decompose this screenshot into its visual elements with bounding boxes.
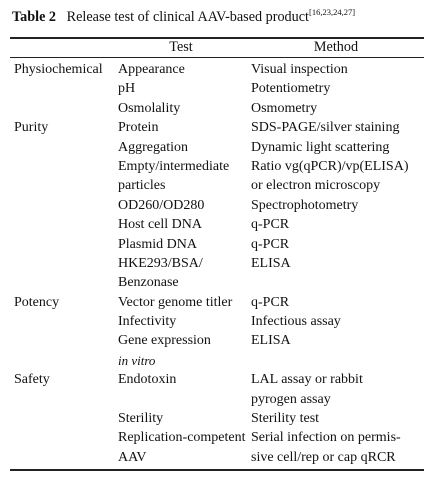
- cell-test: Endotoxin: [118, 372, 177, 388]
- header-test: Test: [169, 39, 193, 55]
- table-row: [0, 273, 434, 292]
- cell-test: pH: [118, 81, 136, 97]
- cell-test: Infectivity: [118, 314, 177, 330]
- table-label: Table 2: [12, 9, 57, 25]
- cell-test: Benzonase: [118, 275, 179, 291]
- cell-category: Purity: [14, 120, 49, 136]
- header-method: Method: [313, 39, 359, 55]
- cell-test: in vitro: [118, 352, 156, 368]
- table-row: [0, 390, 434, 409]
- table-row: [0, 138, 434, 157]
- table-row: [0, 448, 434, 467]
- cell-test: Vector genome titler: [118, 294, 233, 310]
- table-row: [0, 118, 434, 137]
- cell-method: SDS-PAGE/silver staining: [251, 120, 400, 136]
- table-body: [0, 60, 434, 467]
- table-row: [0, 312, 434, 331]
- cell-method: sive cell/rep or cap qRCR: [251, 449, 396, 465]
- cell-method: LAL assay or rabbit: [251, 372, 363, 388]
- table-row: [0, 331, 434, 350]
- cell-test: Gene expression: [118, 333, 211, 349]
- cell-method: Serial infection on permis-: [251, 430, 401, 446]
- cell-method: Sterility test: [251, 411, 320, 427]
- cell-method: Dynamic light scattering: [251, 139, 390, 155]
- cell-test: AAV: [118, 449, 147, 465]
- table-row: [0, 196, 434, 215]
- table-row: [0, 99, 434, 118]
- table-title: Release test of clinical AAV-based product: [66, 9, 309, 25]
- cell-test: Osmolality: [118, 100, 181, 116]
- cell-method: Spectrophotometry: [251, 197, 359, 213]
- cell-method: pyrogen assay: [251, 391, 331, 407]
- cell-method: ELISA: [251, 255, 291, 271]
- cell-test: Host cell DNA: [118, 217, 202, 233]
- cell-test: Protein: [118, 120, 159, 136]
- table-row: [0, 235, 434, 254]
- cell-category: Potency: [14, 294, 60, 310]
- cell-test: Aggregation: [118, 139, 188, 155]
- cell-test: Sterility: [118, 411, 164, 427]
- table-row: [0, 293, 434, 312]
- cell-test: Appearance: [118, 62, 185, 77]
- table-row: [0, 79, 434, 98]
- cell-category: Physiochemical: [14, 62, 103, 77]
- cell-method: q-PCR: [251, 294, 290, 310]
- cell-method: q-PCR: [251, 217, 290, 233]
- table-references: [16,23,24,27]: [308, 7, 356, 17]
- cell-test: OD260/OD280: [118, 197, 205, 213]
- cell-method: q-PCR: [251, 236, 290, 252]
- table-row: [0, 215, 434, 234]
- cell-category: Safety: [14, 372, 50, 388]
- cell-method: Potentiometry: [251, 81, 331, 97]
- cell-method: Ratio vg(qPCR)/vp(ELISA): [251, 158, 409, 174]
- bottom-rule: [10, 469, 424, 471]
- table-row: [0, 60, 434, 79]
- table-row: [0, 428, 434, 447]
- cell-test: Replication-competent: [118, 430, 246, 446]
- table-row: [0, 370, 434, 389]
- table-caption: [12, 7, 355, 26]
- cell-method: or electron microscopy: [251, 178, 381, 194]
- cell-method: Osmometry: [251, 100, 318, 116]
- table-row: [0, 409, 434, 428]
- table-row: [0, 176, 434, 195]
- cell-test: HKE293/BSA/: [118, 255, 203, 271]
- table-row: [0, 351, 434, 370]
- cell-test: Plasmid DNA: [118, 236, 197, 252]
- cell-method: ELISA: [251, 333, 291, 349]
- cell-method: Infectious assay: [251, 314, 341, 330]
- header-rule: [10, 57, 424, 58]
- cell-test: Empty/intermediate: [118, 158, 230, 174]
- cell-method: Visual inspection: [251, 62, 348, 77]
- table-row: [0, 157, 434, 176]
- table-row: [0, 254, 434, 273]
- cell-test: particles: [118, 178, 166, 194]
